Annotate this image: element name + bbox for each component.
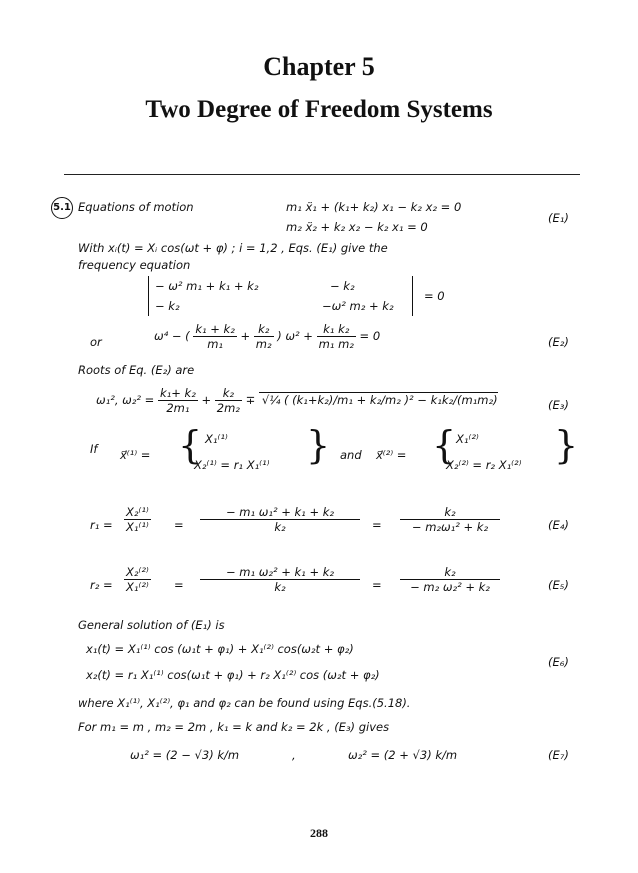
r1-h-num: k₂ — [444, 505, 456, 519]
x2-left-brace: { — [432, 423, 457, 467]
r2-x-den: X₁⁽²⁾ — [126, 580, 149, 594]
r2-h-num: k₂ — [444, 565, 456, 579]
r2-frac-x — [124, 565, 151, 594]
e3-frac2-num: k₂ — [222, 386, 234, 400]
result-comma: , — [292, 748, 296, 762]
e2-frac3-den: m₁ m₂ — [318, 337, 354, 351]
e2-lead: ω⁴ − ( — [154, 329, 190, 343]
e2-frac2-num: k₂ — [258, 322, 270, 336]
r1-g-den: k₂ — [200, 519, 360, 534]
determinant-right-bar — [412, 276, 413, 316]
r2-equals-1: = — [174, 578, 184, 592]
e3-radicand: ¼ ( (k₁+k₂)/m₁ + k₂/m₂ )² − k₁k₂/(m₁m₂) — [269, 393, 498, 407]
e3-minus-plus: ∓ — [245, 393, 256, 407]
e2-frac1-den: m₁ — [193, 336, 237, 351]
det-r1c2: − k₂ — [330, 279, 355, 293]
r2-equals-2: = — [372, 578, 382, 592]
r2-x-num: X₂⁽²⁾ — [126, 565, 149, 579]
e3-frac1-den: 2m₁ — [158, 400, 198, 415]
det-equals-zero: = 0 — [424, 289, 445, 303]
chapter-title: Two Degree of Freedom Systems — [145, 96, 493, 123]
equation-tag-e6: (E₆) — [548, 655, 569, 669]
x1-left-brace: { — [178, 423, 203, 467]
r2-g-num: − m₁ ω₂² + k₁ + k₂ — [225, 565, 335, 579]
r1-lhs: r₁ = — [90, 518, 113, 532]
e2-frac2-den: m₂ — [255, 337, 272, 351]
r1-frac-x — [124, 505, 151, 534]
equation-tag-e7: (E₇) — [548, 748, 569, 762]
equation-motion-2: m₂ ẍ₂ + k₂ x₂ − k₂ x₁ = 0 — [286, 220, 428, 234]
e2-plus: + — [240, 329, 251, 343]
det-r1c1: − ω² m₁ + k₁ + k₂ — [155, 279, 259, 293]
r1-frac-g — [200, 505, 360, 534]
for-line: For m₁ = m , m₂ = 2m , k₁ = k and k₂ = 2k , (E₃) gives — [78, 720, 390, 734]
equation-tag-e5: (E₅) — [548, 578, 569, 592]
x1-vector-bottom: X₂⁽¹⁾ = r₁ X₁⁽¹⁾ — [194, 458, 270, 472]
r1-h-den: − m₂ω₁² + k₂ — [400, 519, 500, 534]
x1-right-brace: } — [306, 423, 331, 467]
equation-e3: ω₁², ω₂² = $\frac{\text{k₁+ k₂}}{\text{2m₁}}$ + $\frac{\text{k₂}}{\text{2m₂}}$ ∓ √¼ ( (k₁+k₂)/m₁ + k₂/m₂ )² − k₁k₂/(m₁m₂) — [96, 386, 498, 415]
x1-vector-top: X₁⁽¹⁾ — [205, 432, 228, 446]
e3-plus: + — [201, 393, 212, 407]
and-label: and — [340, 448, 362, 462]
det-r2c2: −ω² m₂ + k₂ — [322, 299, 394, 313]
r1-equals-2: = — [372, 518, 382, 532]
general-solution-line: General solution of (E₁) is — [78, 618, 225, 632]
equation-tag-e1: (E₁) — [548, 211, 569, 225]
r2-g-den: k₂ — [200, 579, 360, 594]
equation-e2 — [154, 322, 380, 351]
r2-frac-g — [200, 565, 360, 594]
x2-vector-label: x⃗⁽²⁾ = — [376, 448, 407, 462]
page-number: 288 — [310, 826, 328, 840]
roots-line: Roots of Eq. (E₂) are — [78, 363, 195, 377]
x2-right-brace: } — [554, 423, 579, 467]
where-line: where X₁⁽¹⁾, X₁⁽²⁾, φ₁ and φ₂ can be found using Eqs.(5.18). — [78, 696, 411, 710]
e3-frac2-den: 2m₂ — [216, 401, 240, 415]
chapter-heading: Chapter 5 — [263, 52, 375, 81]
r1-equals-1: = — [174, 518, 184, 532]
frequency-equation-label: frequency equation — [78, 258, 191, 272]
r2-h-den: − m₂ ω₂² + k₂ — [400, 579, 500, 594]
r1-g-num: − m₁ ω₁² + k₁ + k₂ — [225, 505, 335, 519]
e3-lhs: ω₁², ω₂² = — [96, 393, 155, 407]
r2-lhs: r₂ = — [90, 578, 113, 592]
section-heading: Equations of motion — [78, 200, 194, 214]
x1-solution: x₁(t) = X₁⁽¹⁾ cos (ω₁t + φ₁) + X₁⁽²⁾ cos(ω₂t + φ₂) — [86, 642, 354, 656]
x2-solution: x₂(t) = r₁ X₁⁽¹⁾ cos(ω₁t + φ₁) + r₂ X₁⁽²⁾ cos (ω₂t + φ₂) — [86, 668, 380, 682]
e2-mid: ) ω² + — [277, 329, 313, 343]
section-number-badge: 5.1 — [51, 197, 73, 219]
or-label: or — [90, 335, 102, 349]
omega2-result: ω₂² = (2 + √3) k/m — [348, 748, 458, 762]
e2-frac1-num: k₁ + k₂ — [195, 322, 235, 336]
section-divider — [64, 174, 580, 175]
omega1-result: ω₁² = (2 − √3) k/m — [130, 748, 240, 762]
if-label: If — [90, 442, 98, 456]
determinant-left-bar — [148, 276, 149, 316]
r1-x-den: X₁⁽¹⁾ — [126, 520, 149, 534]
det-r2c1: − k₂ — [155, 299, 180, 313]
x1-vector-label: x⃗⁽¹⁾ = — [120, 448, 151, 462]
e3-frac1-num: k₁+ k₂ — [159, 386, 196, 400]
x2-vector-bottom: X₂⁽²⁾ = r₂ X₁⁽²⁾ — [446, 458, 522, 472]
r1-x-num: X₂⁽¹⁾ — [126, 505, 149, 519]
equation-motion-1: m₁ ẍ₁ + (k₁+ k₂) x₁ − k₂ x₂ = 0 — [286, 200, 462, 214]
x2-vector-top: X₁⁽²⁾ — [456, 432, 479, 446]
e2-tail: = 0 — [359, 329, 381, 343]
r1-frac-h — [400, 505, 500, 534]
e2-frac3-num: k₁ k₂ — [323, 322, 350, 336]
equation-tag-e2: (E₂) — [548, 335, 569, 349]
equation-tag-e4: (E₄) — [548, 518, 569, 532]
r2-frac-h — [400, 565, 500, 594]
with-line: With xᵢ(t) = Xᵢ cos(ωt + φ) ; i = 1,2 , Eqs. (E₁) give the — [78, 241, 388, 255]
equation-tag-e3: (E₃) — [548, 398, 569, 412]
